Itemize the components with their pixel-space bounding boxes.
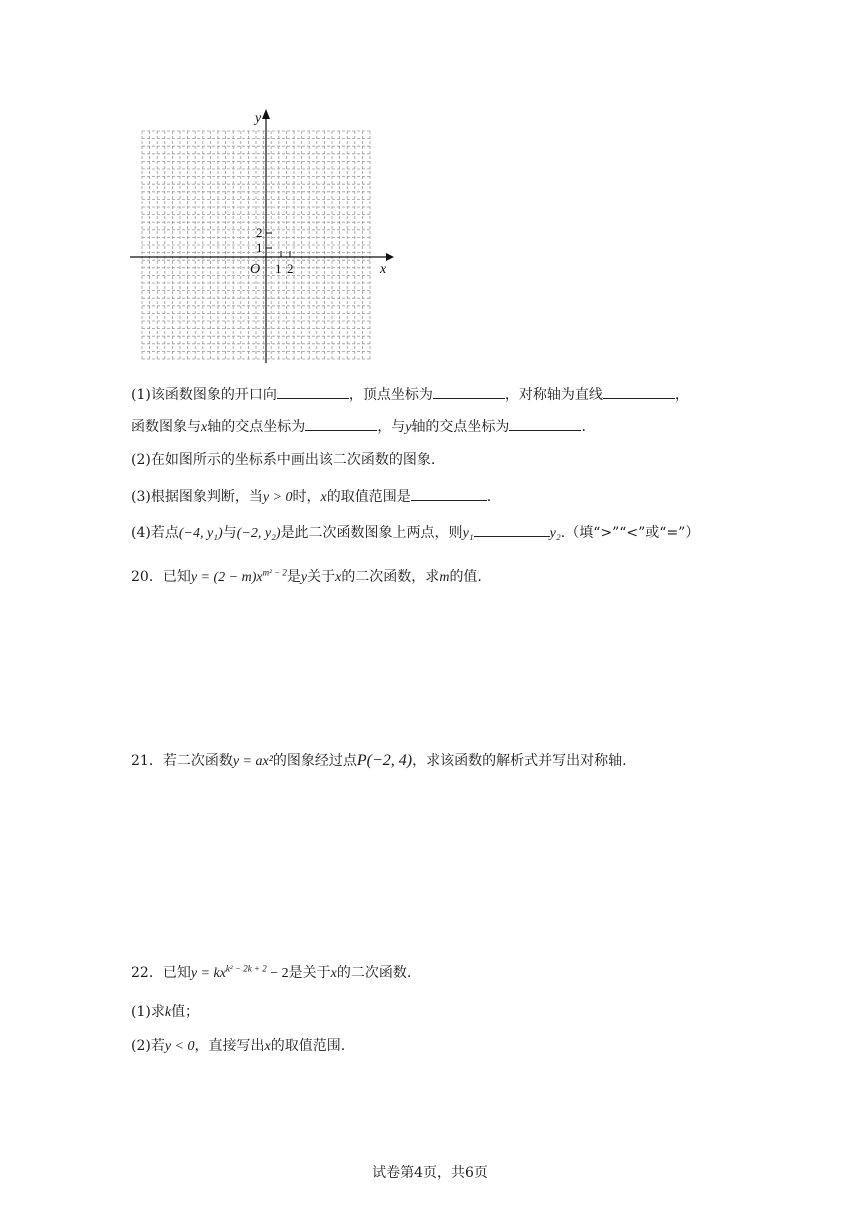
question-20: [131, 567, 482, 588]
q22-part2: [131, 1036, 345, 1057]
q19-p4-text-c: 是此二次函数图象上两点，则: [280, 525, 463, 541]
var-y: y: [405, 420, 412, 435]
q19-p3-end: .: [486, 489, 492, 505]
var-x: x: [335, 570, 342, 585]
q19-p1-text-c: ，对称轴为直线: [504, 387, 603, 403]
blank-opening-direction[interactable]: [277, 383, 349, 399]
var-x: x: [264, 1039, 271, 1054]
question-22: [131, 963, 411, 984]
q19-part4: [131, 521, 699, 544]
q19-p1-text-d: ，: [674, 387, 689, 403]
q22-text-b: 的二次函数.: [336, 965, 412, 981]
var-x: x: [320, 490, 327, 505]
tick-y2-label: 2: [256, 225, 263, 240]
q20-text-d: 的值.: [449, 569, 482, 585]
tick-y1-label: 1: [256, 240, 263, 255]
q19-part1-line1: [131, 383, 689, 405]
blank-x-intercepts[interactable]: [305, 415, 377, 431]
q19-p1-text-g: ，与: [377, 419, 406, 435]
y-axis-label: y: [255, 111, 262, 126]
point-2: (−2, y₂): [236, 526, 281, 541]
q22-p1-text-a: (1)求: [131, 1004, 165, 1020]
q19-p4-text-d: .（填“>”“<”或“=”）: [560, 525, 700, 541]
q20-text-b: 关于: [307, 569, 336, 585]
var-m: m: [439, 570, 450, 585]
q20-number: 20．已知: [131, 569, 191, 585]
q19-part2: (2)在如图所示的坐标系中画出该二次函数的图象.: [131, 452, 436, 468]
tick-x2-label: 2: [287, 261, 294, 276]
q21-number: 21．若二次函数: [131, 753, 233, 769]
q22-p1-text-b: 值；: [171, 1004, 200, 1020]
q21-text-a: 的图象经过点: [272, 753, 357, 769]
var-x: x: [201, 420, 208, 435]
q21-text-b: ，求该函数的解析式并写出对称轴.: [412, 753, 627, 769]
q20-text-a: 是: [286, 569, 301, 585]
q20-exponent: m² − 2: [262, 567, 287, 578]
condition-y-positive: y > 0: [262, 490, 293, 505]
var-y: y: [300, 570, 308, 585]
blank-axis-of-symmetry[interactable]: [603, 383, 675, 399]
q19-p1-text-h: 轴的交点坐标为: [411, 419, 510, 435]
var-x: x: [330, 966, 337, 981]
q19-part1-line2: [131, 415, 586, 438]
var-y1: y₁: [462, 526, 474, 541]
blank-compare[interactable]: [474, 521, 550, 537]
page-footer: 试卷第4页，共6页: [372, 1165, 488, 1181]
q19-p3-text-c: 的取值范围是: [326, 489, 411, 505]
point-1: (−4, y₁): [178, 526, 223, 541]
q19-p1-text-f: 轴的交点坐标为: [207, 419, 306, 435]
q22-p2-text-b: ，直接写出: [194, 1038, 265, 1054]
q19-part3: [131, 485, 491, 508]
coordinate-grid-figure: [128, 105, 398, 367]
x-axis-arrow: [386, 253, 394, 261]
blank-vertex[interactable]: [433, 383, 505, 399]
q22-p2-text-c: 的取值范围.: [270, 1038, 346, 1054]
q19-p1-end: .: [581, 419, 586, 435]
tick-x1-label: 1: [275, 261, 282, 276]
q21-point: P(−2, 4): [356, 752, 413, 769]
q22-part1: [131, 1002, 199, 1023]
condition-y-negative: y < 0: [164, 1039, 195, 1054]
q20-expression: y = (2 − m)x: [190, 570, 263, 585]
q22-tail: − 2: [266, 966, 289, 981]
q19-p1-text-b: ，顶点坐标为: [348, 387, 433, 403]
var-y2: y₂: [549, 526, 561, 541]
q19-p1-text-e: 函数图象与: [131, 419, 201, 435]
question-21: [131, 751, 627, 772]
x-axis-label: x: [380, 262, 387, 277]
y-axis-arrow: [262, 109, 270, 119]
q19-p4-text-a: (4)若点: [131, 525, 179, 541]
q20-text-c: 的二次函数，求: [341, 569, 440, 585]
blank-x-range[interactable]: [411, 485, 487, 501]
q19-p4-text-b: 与: [222, 525, 237, 541]
q19-p3-text-a: (3)根据图象判断，当: [131, 489, 263, 505]
q19-p3-text-b: 时，: [292, 489, 321, 505]
q19-p1-text-a: (1)该函数图象的开口向: [131, 387, 277, 403]
blank-y-intercept[interactable]: [509, 415, 581, 431]
var-k: k: [164, 1005, 172, 1020]
q21-expression: y = ax²: [232, 754, 273, 769]
origin-label: O: [250, 262, 261, 277]
q22-expression: y = kx: [190, 966, 226, 981]
q22-text-a: 是关于: [288, 965, 331, 981]
q22-number: 22．已知: [131, 965, 191, 981]
q22-p2-text-a: (2)若: [131, 1038, 165, 1054]
q22-exponent: k² − 2k + 2: [225, 963, 267, 974]
